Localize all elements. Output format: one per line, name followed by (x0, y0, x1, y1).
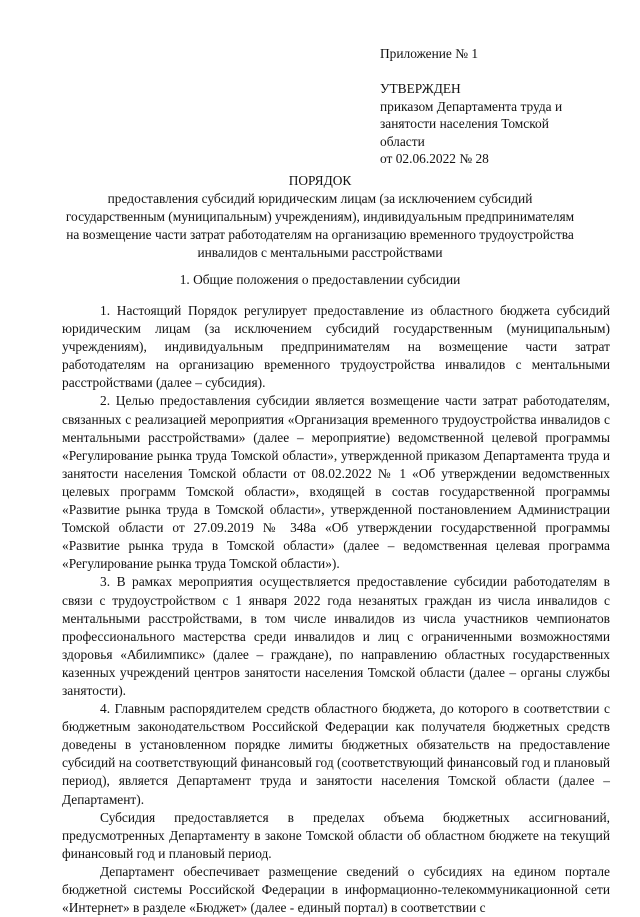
document-title: ПОРЯДОК (288, 173, 352, 188)
document-subtitle (60, 190, 580, 262)
paragraph: 3. В рамках мероприятия осуществляется предоставление субсидии работодателям в связи с трудоустройством с 1 января 2022 года незанятых граждан из числа инвалидов с ментальными расстройствами, в том числе инвалидов из числа участников чемпионатов профессионального мастерства среди инвалидов и лиц с ограниченными возможностями здоровья «Абилимпикс» (далее – граждане), по направлению областных государственных казенных учреждений центров занятости населения Томской области (далее – органы службы занятости). (62, 574, 610, 698)
paragraph: 1. Настоящий Порядок регулирует предоставление из областного бюджета субсидий юридическим лицам (за исключением субсидий государственным (муниципальным) учреждениям), индивидуальным предпринимателям на возмещение части затрат работодателям на организацию временного трудоустройства инвалидов с ментальными расстройствами (далее – субсидия). (62, 303, 610, 391)
document-body (62, 302, 610, 917)
paragraph: Департамент обеспечивает размещение сведений о субсидиях на едином портале бюджетной системы Российской Федерации в информационно-телекоммуникационной сети «Интернет» в разделе «Бюджет» (далее - единый портал) в соответствии с (62, 863, 610, 916)
approval-line: занятости населения Томской (380, 116, 549, 132)
appendix-label: Приложение № 1 (380, 46, 479, 61)
approval-label: УТВЕРЖДЕН (380, 81, 461, 96)
approval-block (380, 80, 620, 168)
section-heading: 1. Общие положения о предоставлении субсидии (179, 272, 461, 287)
subtitle-line: на возмещение части затрат работодателям на организацию временного трудоустройства (66, 227, 574, 242)
subtitle-line: инвалидов с ментальными расстройствами (197, 245, 443, 260)
approval-line: приказом Департамента труда и (380, 98, 563, 114)
subtitle-line: государственным (муниципальным) учреждениям), индивидуальным предпринимателям (65, 209, 575, 224)
subtitle-line: предоставления субсидий юридическим лицам (за исключением субсидий (107, 191, 533, 206)
approval-line: от 02.06.2022 № 28 (380, 151, 489, 167)
approval-line: области (380, 133, 425, 149)
paragraph: 4. Главным распорядителем средств областного бюджета, до которого в соответствии с бюджетным законодательством Российской Федерации как получателя бюджетных средств доведены в установленном порядке лимиты бюджетных обязательств на предоставление субсидий на соответствующий финансовый год (соответствующий финансовый год и плановый период), является Департамент труда и занятости населения Томской области (далее – Департамент). (62, 701, 610, 807)
paragraph: 2. Целью предоставления субсидии является возмещение части затрат работодателям, связанных с реализацией мероприятия «Организация временного трудоустройства инвалидов с ментальными расстройствами» (далее – мероприятие) ведомственной целевой программы «Регулирование рынка труда Томской области», утвержденной приказом Департамента труда и занятости населения Томской области от 08.02.2022 № 1 «Об утверждении ведомственных целевых программ Томской области», входящей в состав государственной программы «Развитие рынка труда в Томской области», утвержденной постановлением Администрации Томской области от 27.09.2019 № 348а «Об утверждении государственной программы «Развитие рынка труда в Томской области» (далее – ведомственная целевая программа «Регулирование рынка труда Томской области»). (62, 393, 610, 572)
paragraph: Субсидия предоставляется в пределах объема бюджетных ассигнований, предусмотренных Департаменту в законе Томской области об областном бюджете на текущий финансовый год и плановый период. (62, 809, 610, 861)
